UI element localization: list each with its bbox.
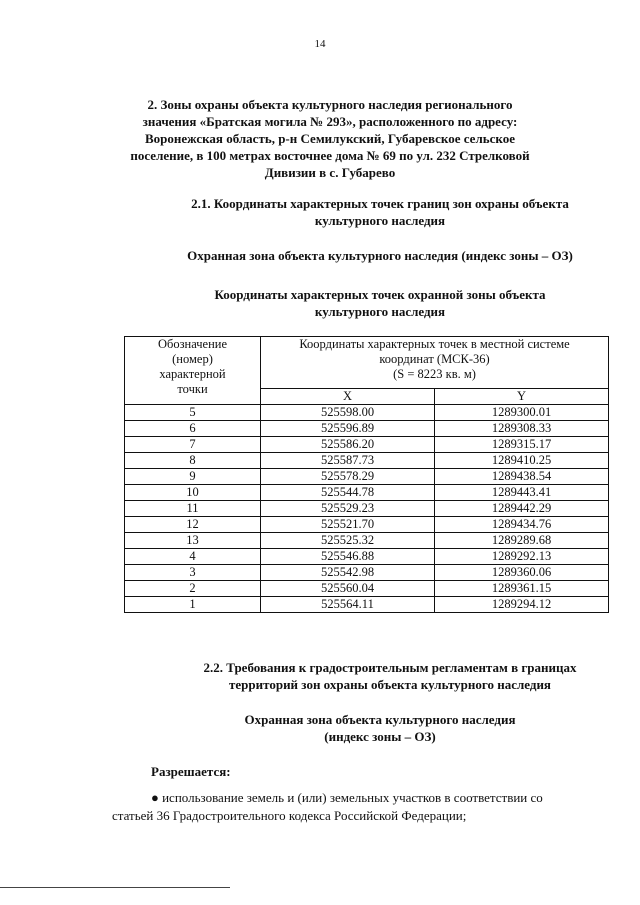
table-row	[125, 437, 609, 453]
table-row	[125, 565, 609, 581]
table-row	[125, 453, 609, 469]
y-coordinate-cell: 1289292.13	[435, 549, 609, 565]
point-number-cell: 12	[125, 517, 261, 533]
section-2-1-title-line: культурного наследия	[314, 213, 446, 228]
header-line: (номер)	[172, 352, 213, 366]
x-coordinate-cell: 525525.32	[261, 533, 435, 549]
table-title-line: Координаты характерных точек охранной зоны объекта	[214, 287, 546, 302]
x-coordinate-cell: 525586.20	[261, 437, 435, 453]
point-number-cell: 4	[125, 549, 261, 565]
point-number-header	[125, 337, 261, 405]
bullet-line-1: ● использование земель и (или) земельных участков в соответствии со	[151, 790, 543, 805]
section-2-1-title	[150, 195, 610, 229]
table-row	[125, 469, 609, 485]
y-coordinate-cell: 1289443.41	[435, 485, 609, 501]
table-row	[125, 517, 609, 533]
point-number-cell: 3	[125, 565, 261, 581]
y-coordinate-cell: 1289361.15	[435, 581, 609, 597]
x-coordinate-cell: 525598.00	[261, 405, 435, 421]
x-coordinate-cell: 525542.98	[261, 565, 435, 581]
table-row	[125, 549, 609, 565]
table-row	[125, 405, 609, 421]
header-line: Координаты характерных точек в местной системе	[299, 337, 570, 351]
point-number-cell: 5	[125, 405, 261, 421]
header-line: точки	[177, 382, 208, 396]
point-number-cell: 13	[125, 533, 261, 549]
section-2-title-line: 2. Зоны охраны объекта культурного наследия регионального	[147, 97, 513, 112]
zone-heading-2	[150, 711, 610, 745]
x-coordinate-cell: 525546.88	[261, 549, 435, 565]
y-header: Y	[435, 389, 609, 405]
section-2-title-line: поселение, в 100 метрах восточнее дома № 69 по ул. 232 Стрелковой	[130, 148, 530, 163]
table-row	[125, 533, 609, 549]
point-number-cell: 1	[125, 597, 261, 613]
point-number-cell: 11	[125, 501, 261, 517]
coordinates-group-header	[261, 337, 609, 389]
table-row	[125, 485, 609, 501]
y-coordinate-cell: 1289360.06	[435, 565, 609, 581]
x-coordinate-cell: 525564.11	[261, 597, 435, 613]
point-number-cell: 7	[125, 437, 261, 453]
table-title	[150, 286, 610, 320]
allowed-label: Разрешается:	[151, 764, 231, 779]
header-line: (S = 8223 кв. м)	[393, 367, 476, 381]
y-coordinate-cell: 1289294.12	[435, 597, 609, 613]
y-coordinate-cell: 1289434.76	[435, 517, 609, 533]
y-coordinate-cell: 1289289.68	[435, 533, 609, 549]
section-2-2-title-line: территорий зон охраны объекта культурного наследия	[229, 677, 551, 692]
x-header: X	[261, 389, 435, 405]
table-row	[125, 597, 609, 613]
zone-heading: Охранная зона объекта культурного наследия (индекс зоны – ОЗ)	[187, 248, 573, 263]
point-number-cell: 8	[125, 453, 261, 469]
page-number: 14	[314, 38, 326, 50]
table-row	[125, 421, 609, 437]
footnote-divider	[0, 887, 230, 888]
section-2-title-line: значения «Братская могила № 293», расположенного по адресу:	[142, 114, 518, 129]
x-coordinate-cell: 525521.70	[261, 517, 435, 533]
table-title-line: культурного наследия	[314, 304, 446, 319]
x-coordinate-cell: 525544.78	[261, 485, 435, 501]
y-coordinate-cell: 1289442.29	[435, 501, 609, 517]
header-line: характерной	[159, 367, 226, 381]
header-line: координат (МСК-36)	[379, 352, 490, 366]
section-2-2-title-line: 2.2. Требования к градостроительным регламентам в границах	[203, 660, 577, 675]
y-coordinate-cell: 1289438.54	[435, 469, 609, 485]
x-coordinate-cell: 525596.89	[261, 421, 435, 437]
y-coordinate-cell: 1289300.01	[435, 405, 609, 421]
y-coordinate-cell: 1289308.33	[435, 421, 609, 437]
section-2-title-line: Дивизии в с. Губарево	[264, 165, 396, 180]
y-coordinate-cell: 1289315.17	[435, 437, 609, 453]
x-coordinate-cell: 525529.23	[261, 501, 435, 517]
zone-heading-2-line: (индекс зоны – ОЗ)	[324, 729, 436, 744]
header-line: Обозначение	[157, 337, 228, 351]
y-coordinate-cell: 1289410.25	[435, 453, 609, 469]
point-number-cell: 9	[125, 469, 261, 485]
section-2-1-title-line: 2.1. Координаты характерных точек границ зон охраны объекта	[191, 196, 569, 211]
x-coordinate-cell: 525578.29	[261, 469, 435, 485]
table-row	[125, 581, 609, 597]
point-number-cell: 10	[125, 485, 261, 501]
coordinates-table	[124, 336, 609, 613]
bullet-line-2: статьей 36 Градостроительного кодекса Российской Федерации;	[112, 808, 467, 823]
section-2-title-line: Воронежская область, р-н Семилукский, Губаревское сельское	[145, 131, 515, 146]
table-row	[125, 501, 609, 517]
section-2-2-title	[150, 659, 630, 693]
point-number-cell: 6	[125, 421, 261, 437]
point-number-cell: 2	[125, 581, 261, 597]
table-header-row	[125, 337, 609, 389]
zone-heading-2-line: Охранная зона объекта культурного наследия	[244, 712, 516, 727]
x-coordinate-cell: 525587.73	[261, 453, 435, 469]
x-coordinate-cell: 525560.04	[261, 581, 435, 597]
section-2-title	[110, 96, 550, 181]
